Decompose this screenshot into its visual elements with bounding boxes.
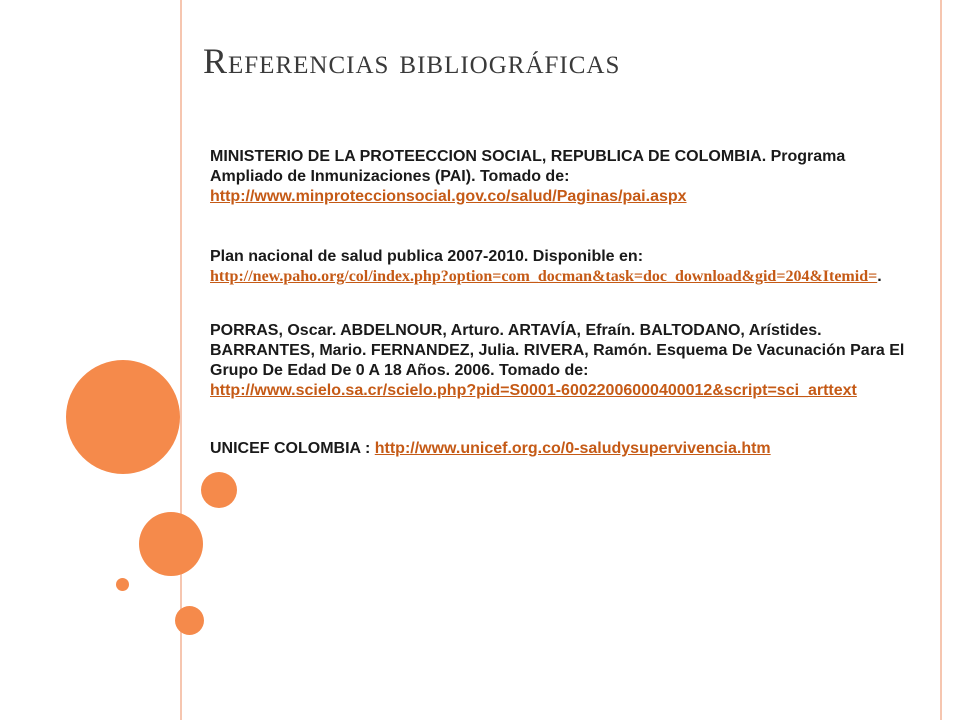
reference-text: MINISTERIO DE LA PROTEECCION SOCIAL, REPUBLICA DE COLOMBIA. Programa Ampliado de Inmunizaciones (PAI). Tomado de:: [210, 148, 846, 185]
decor-circle-large: [66, 360, 180, 474]
reference-link[interactable]: http://new.paho.org/col/index.php?option=com_docman&task=doc_download&gid=204&Itemid=: [210, 268, 878, 285]
slide-title: Referencias bibliográficas: [203, 41, 621, 81]
reference-suffix: .: [877, 268, 882, 285]
reference-text: Plan nacional de salud publica 2007-2010. Disponible en:: [210, 248, 644, 265]
reference-link[interactable]: http://www.scielo.sa.cr/scielo.php?pid=S0001-60022006000400012&script=sci_arttext: [210, 382, 857, 399]
decor-circle-medium: [139, 512, 203, 576]
reference-item: [210, 321, 922, 401]
reference-item: [210, 247, 922, 287]
reference-list: [210, 147, 922, 459]
reference-text: PORRAS, Oscar. ABDELNOUR, Arturo. ARTAVÍA, Efraín. BALTODANO, Arístides. BARRANTES, Mario. FERNANDEZ, Julia. RIVERA, Ramón. Esquema De Vacunación Para El Grupo De Edad De 0 A 18 Años. 2006. Tomado de:: [210, 322, 905, 379]
decor-circle-small-upper: [201, 472, 237, 508]
reference-item: [210, 439, 922, 459]
decor-circle-tiny: [116, 578, 129, 591]
reference-text: UNICEF COLOMBIA :: [210, 440, 371, 457]
decor-circle-small-lower: [175, 606, 204, 635]
decor-line-right: [940, 0, 942, 720]
reference-link[interactable]: http://www.unicef.org.co/0-saludysupervivencia.htm: [374, 440, 771, 457]
reference-link[interactable]: http://www.minproteccionsocial.gov.co/salud/Paginas/pai.aspx: [210, 188, 687, 205]
reference-item: [210, 147, 922, 207]
